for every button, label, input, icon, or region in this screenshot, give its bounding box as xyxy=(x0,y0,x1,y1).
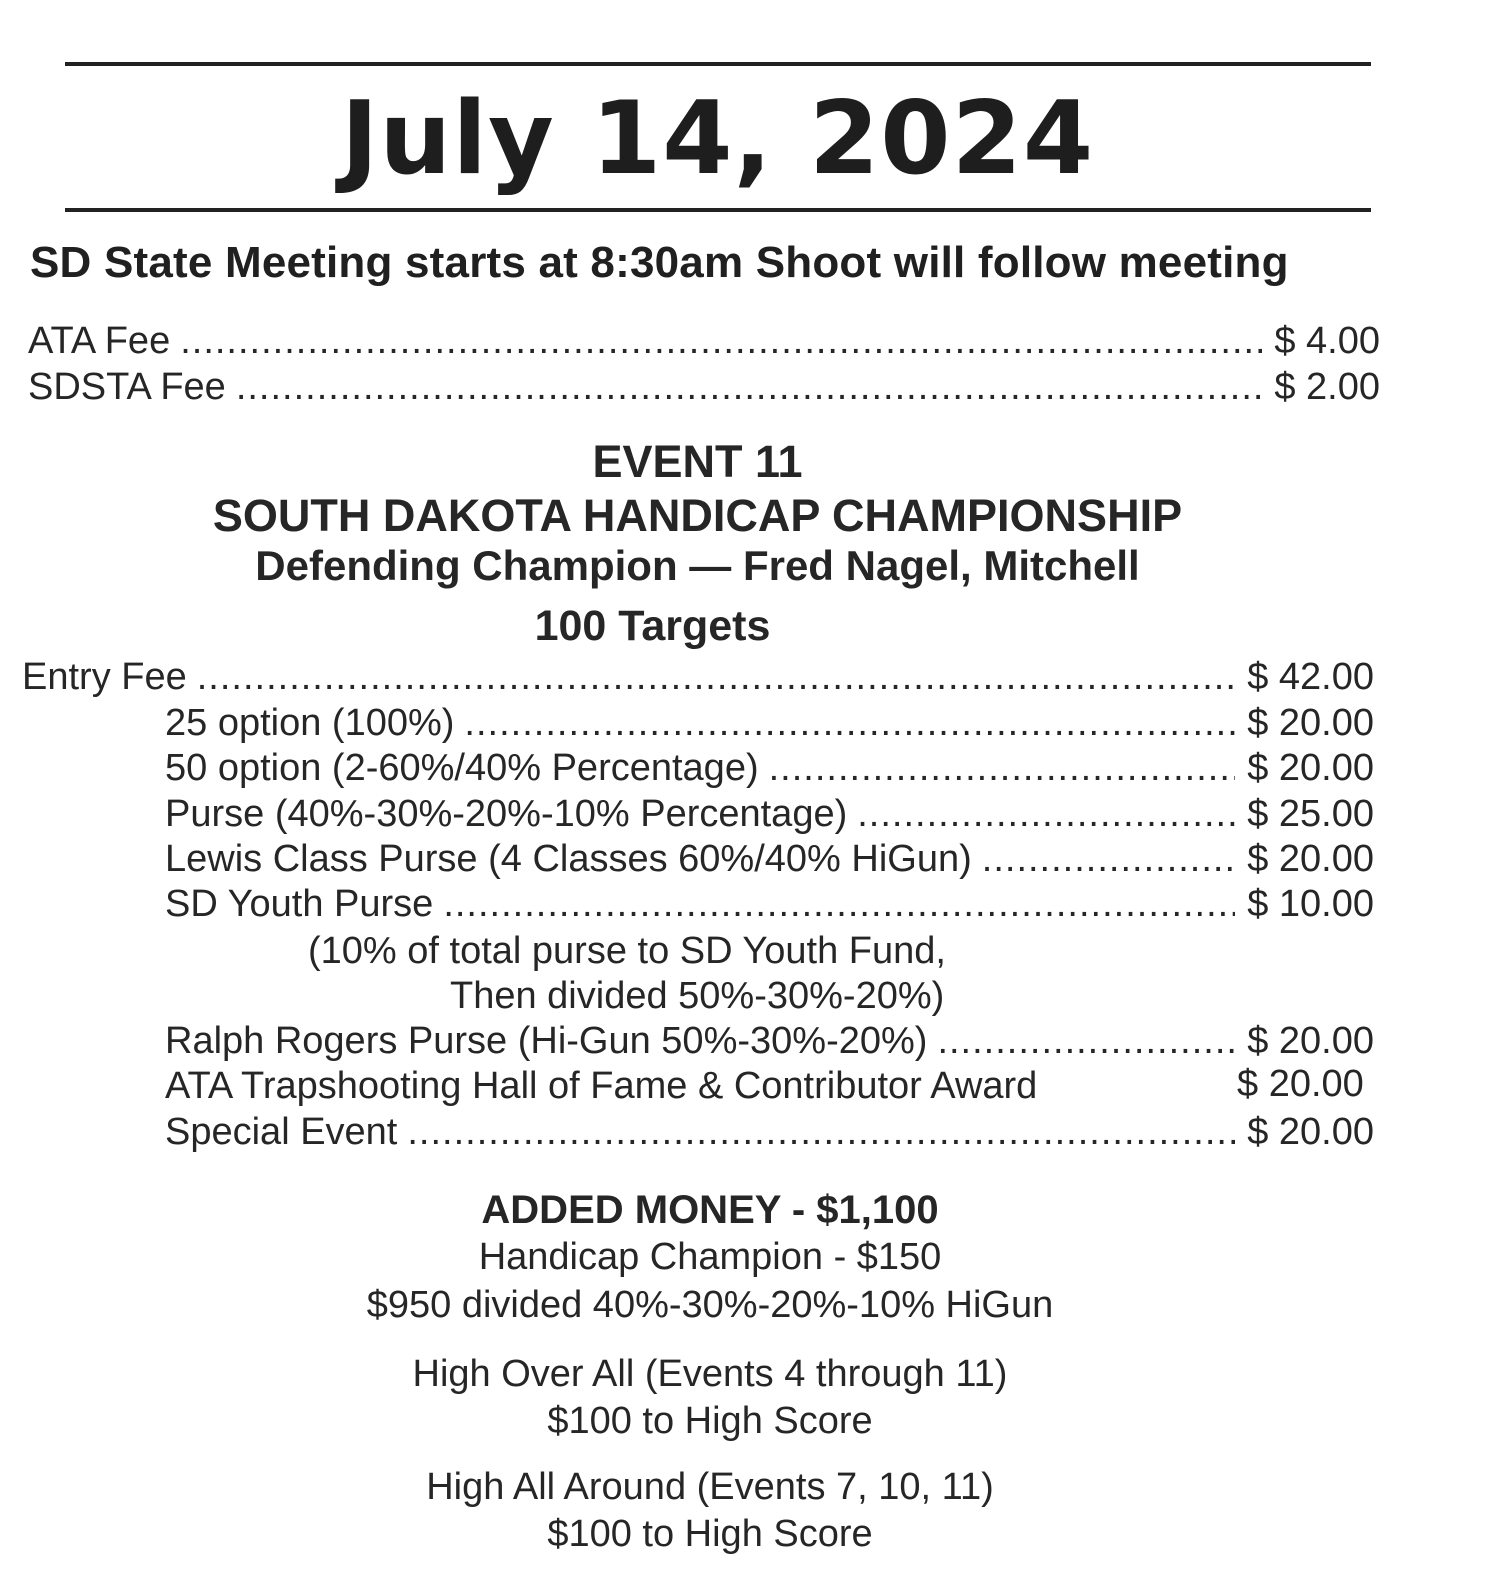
dot-leader xyxy=(982,838,1235,881)
high-over-all-title: High Over All (Events 4 through 11) xyxy=(412,1353,1008,1395)
added-money-title: ADDED MONEY - $1,100 xyxy=(481,1188,939,1232)
dot-leader xyxy=(197,656,1235,699)
option-row xyxy=(165,883,1374,926)
fee-amount: $ 4.00 xyxy=(1274,320,1380,362)
added-money-line: Handicap Champion - $150 xyxy=(478,1236,942,1278)
option-amount: $ 20.00 xyxy=(1247,702,1374,744)
event-name: SOUTH DAKOTA HANDICAP CHAMPIONSHIP xyxy=(212,490,1183,541)
fee-row-sdsta xyxy=(28,366,1380,409)
bottom-rule xyxy=(65,208,1371,212)
option-label: Purse (40%-30%-20%-10% Percentage) xyxy=(165,793,848,835)
fee-label: SDSTA Fee xyxy=(28,366,226,408)
dot-leader xyxy=(464,702,1235,745)
dot-leader xyxy=(443,883,1235,926)
target-count: 100 Targets xyxy=(534,602,771,650)
option-label: SD Youth Purse xyxy=(165,883,434,925)
special-event-row xyxy=(165,1111,1374,1154)
fee-label: ATA Fee xyxy=(28,320,171,362)
hof-label: ATA Trapshooting Hall of Fame & Contributor Award xyxy=(165,1065,1038,1107)
defending-champion: Defending Champion — Fred Nagel, Mitchell xyxy=(255,542,1140,589)
youth-note-line: Then divided 50%-30%-20%) xyxy=(450,975,945,1017)
option-label: 50 option (2-60%/40% Percentage) xyxy=(165,747,759,789)
option-label: Special Event xyxy=(165,1111,398,1153)
dot-leader xyxy=(236,366,1263,409)
option-row xyxy=(165,702,1374,745)
dot-leader xyxy=(857,793,1235,836)
fee-row-ata xyxy=(28,320,1380,363)
option-row xyxy=(165,838,1374,881)
fee-amount: $ 2.00 xyxy=(1274,366,1380,408)
option-label: 25 option (100%) xyxy=(165,702,455,744)
youth-note-line: (10% of total purse to SD Youth Fund, xyxy=(308,930,946,972)
added-money-line: $950 divided 40%-30%-20%-10% HiGun xyxy=(366,1284,1054,1326)
high-over-all-prize: $100 to High Score xyxy=(547,1400,873,1442)
option-amount: $ 20.00 xyxy=(1247,1020,1374,1062)
event-number: EVENT 11 xyxy=(592,436,803,487)
high-all-around-prize: $100 to High Score xyxy=(547,1513,873,1555)
option-amount: $ 20.00 xyxy=(1247,1111,1374,1153)
page-title: July 14, 2024 xyxy=(340,79,1095,197)
dot-leader xyxy=(180,320,1262,363)
ralph-rogers-row xyxy=(165,1020,1374,1063)
option-label: Ralph Rogers Purse (Hi-Gun 50%-30%-20%) xyxy=(165,1020,928,1062)
option-label: Lewis Class Purse (4 Classes 60%/40% HiGun) xyxy=(165,838,972,880)
top-rule xyxy=(65,62,1371,66)
option-amount: $ 25.00 xyxy=(1247,793,1374,835)
option-amount: $ 20.00 xyxy=(1247,838,1374,880)
option-row xyxy=(165,793,1374,836)
dot-leader xyxy=(407,1111,1235,1154)
fee-label: Entry Fee xyxy=(22,656,187,698)
option-amount: $ 20.00 xyxy=(1247,747,1374,789)
hof-amount: $ 20.00 xyxy=(1237,1063,1364,1105)
meeting-note: SD State Meeting starts at 8:30am Shoot will follow meeting xyxy=(30,238,1289,287)
fee-amount: $ 42.00 xyxy=(1247,656,1374,698)
high-all-around-title: High All Around (Events 7, 10, 11) xyxy=(426,1466,994,1508)
dot-leader xyxy=(769,747,1236,790)
option-amount: $ 10.00 xyxy=(1247,883,1374,925)
option-row xyxy=(165,747,1374,790)
dot-leader xyxy=(937,1020,1235,1063)
entry-fee-row xyxy=(22,656,1374,699)
